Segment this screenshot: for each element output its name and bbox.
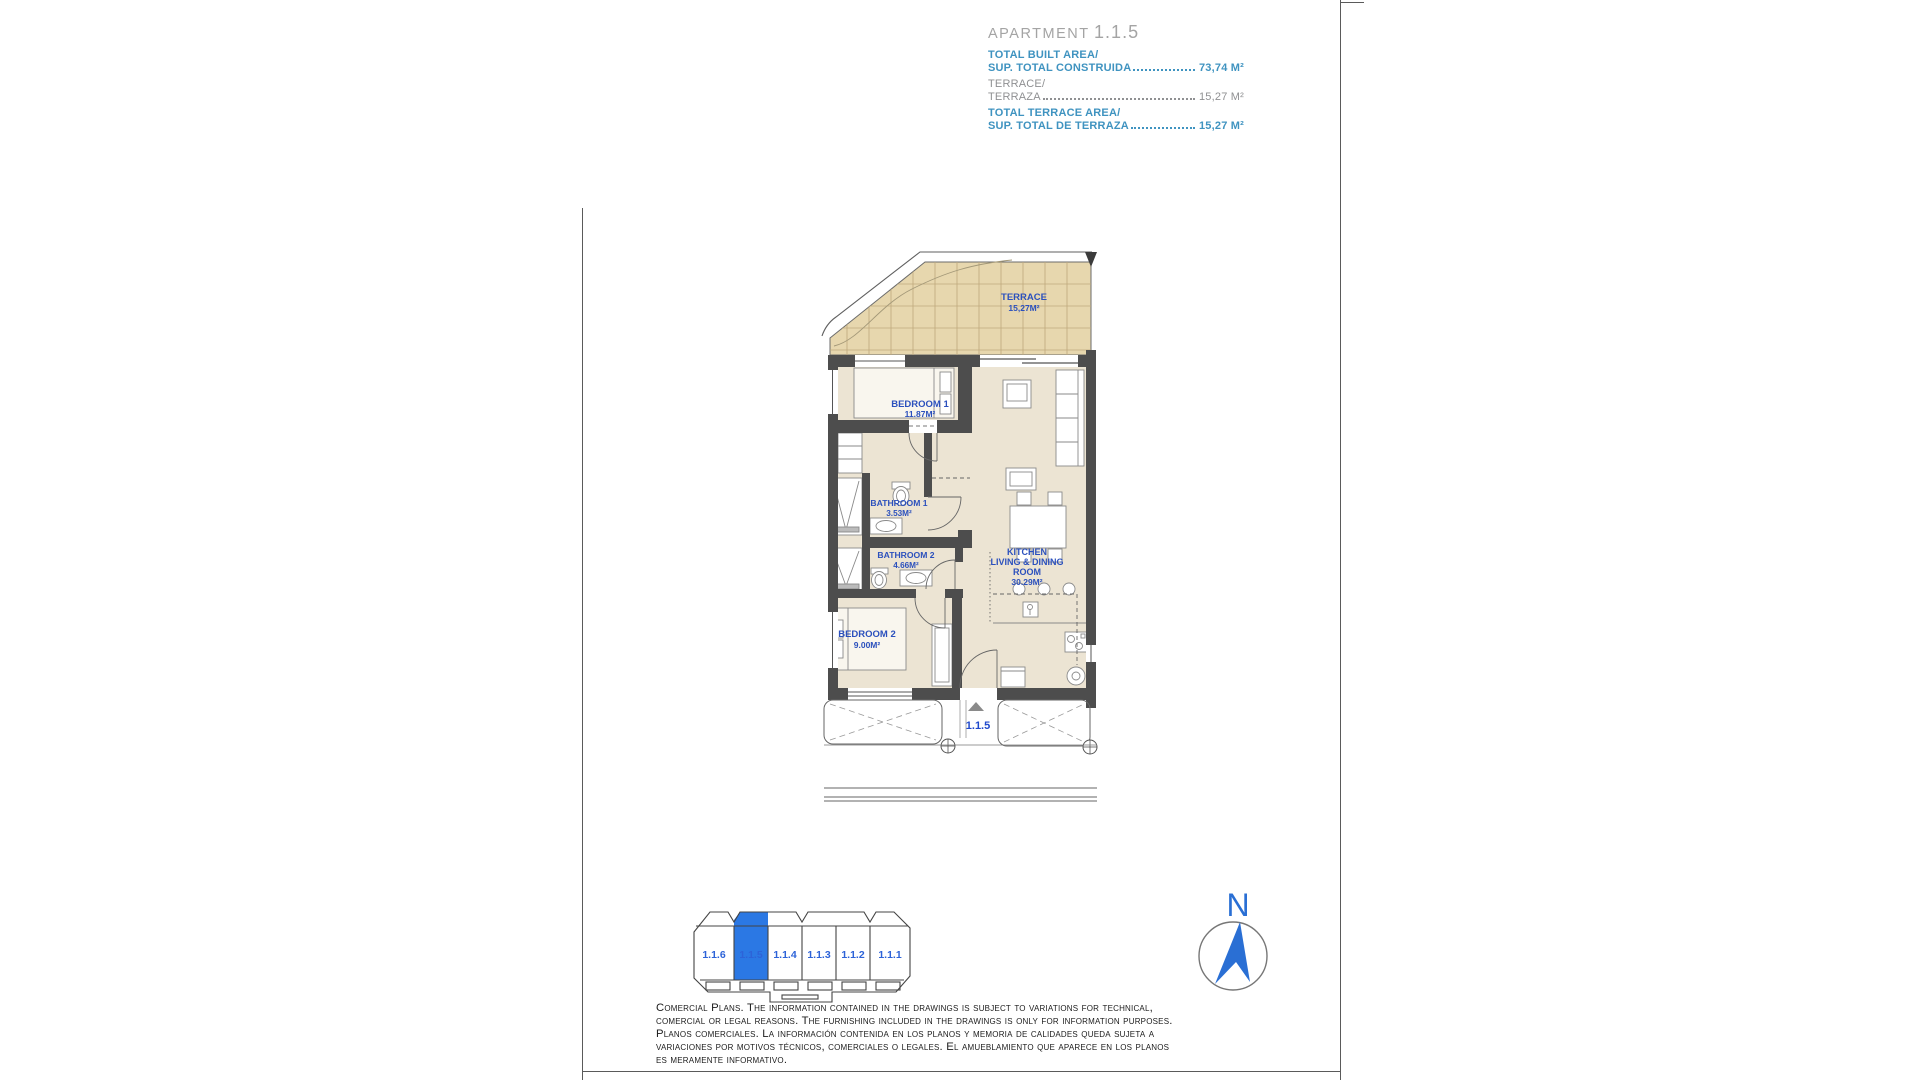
page-title bbox=[988, 22, 1244, 43]
floor-plan bbox=[820, 200, 1120, 820]
north-compass bbox=[1186, 880, 1296, 995]
bedroom2-label: BEDROOM 2 bbox=[838, 629, 896, 640]
apartment-title-number: 1.1.5 bbox=[1094, 22, 1140, 42]
bar-stool bbox=[1063, 583, 1075, 595]
coffee-table bbox=[1006, 468, 1036, 490]
row-label-es: TERRAZA bbox=[988, 91, 1041, 103]
sheet-top-right-tick bbox=[1340, 2, 1364, 3]
row-value: 15,27 M² bbox=[1198, 120, 1244, 132]
disclaimer-line: Planos comerciales. La información contenida en los planos y memoria de calidades queda sujeta a bbox=[656, 1028, 1155, 1041]
floor-plan-drawing bbox=[820, 200, 1120, 820]
terrace-area: 15,27M² bbox=[1008, 303, 1040, 313]
sheet-left-border bbox=[582, 208, 583, 1080]
unit-label-116: 1.1.6 bbox=[702, 949, 726, 961]
dot-leader bbox=[1131, 127, 1195, 129]
area-summary bbox=[988, 22, 1244, 136]
kitchen-label-line3: ROOM bbox=[1013, 567, 1041, 577]
key-plan-drawing bbox=[686, 902, 918, 1004]
bathroom2-area: 4.66M² bbox=[893, 561, 919, 570]
unit-label-115-highlighted: 1.1.5 bbox=[739, 949, 763, 961]
unit-label-111: 1.1.1 bbox=[878, 949, 902, 961]
entrance-opening bbox=[960, 688, 997, 700]
dining-table bbox=[1010, 506, 1066, 548]
dining-chair bbox=[1048, 492, 1062, 505]
terrace-row bbox=[988, 78, 1244, 103]
terrace-label: TERRACE bbox=[1001, 292, 1047, 303]
apartment-title-word: APARTMENT bbox=[988, 26, 1090, 42]
highlighted-unit-shape bbox=[734, 912, 768, 980]
exterior-elements bbox=[824, 700, 1097, 801]
disclaimer-line: es meramente informativo. bbox=[656, 1054, 788, 1067]
key-plan bbox=[686, 902, 918, 1004]
kitchen-label-line2: LIVING & DINING bbox=[990, 557, 1064, 567]
dot-leader bbox=[1043, 98, 1195, 100]
row-value: 73,74 M² bbox=[1198, 62, 1244, 74]
total-built-area-row bbox=[988, 49, 1244, 74]
dot-leader bbox=[1133, 69, 1195, 71]
sheet-right-border bbox=[1340, 0, 1341, 1080]
row-label-es: SUP. TOTAL DE TERRAZA bbox=[988, 120, 1129, 132]
compass-drawing bbox=[1186, 880, 1296, 995]
oven bbox=[1001, 667, 1025, 687]
disclaimer-line: variaciones por motivos técnicos, comerciales o legales. El amueblamiento que aparece en los planos bbox=[656, 1041, 1170, 1054]
unit-label-113: 1.1.3 bbox=[807, 949, 831, 961]
dining-chair bbox=[1017, 492, 1031, 505]
total-terrace-area-row bbox=[988, 107, 1244, 132]
row-label-en: TOTAL BUILT AREA/ bbox=[988, 49, 1099, 61]
north-letter: N bbox=[1226, 887, 1250, 923]
disclaimer-line: Comercial Plans. The information contained in the drawings is subject to variations for technical, bbox=[656, 1002, 1153, 1014]
north-arrow-icon bbox=[1215, 922, 1250, 984]
row-value: 15,27 M² bbox=[1198, 91, 1244, 103]
entrance-unit-label: 1.1.5 bbox=[965, 720, 991, 732]
row-label-en: TERRACE/ bbox=[988, 78, 1046, 90]
entrance-arrow-icon bbox=[968, 702, 984, 711]
unit-label-112: 1.1.2 bbox=[841, 949, 865, 961]
closet-shelves bbox=[838, 433, 862, 473]
disclaimer-line: comercial or legal reasons. The furnishing included in the drawings is only for information purposes. bbox=[656, 1015, 1173, 1028]
bathroom2-label: BATHROOM 2 bbox=[877, 550, 935, 560]
kitchen-area: 30.29M² bbox=[1011, 577, 1043, 587]
sheet-bottom-border bbox=[582, 1071, 1341, 1072]
bathroom1-area: 3.53M² bbox=[886, 509, 912, 518]
bathroom1-label: BATHROOM 1 bbox=[870, 498, 928, 508]
legal-disclaimer bbox=[656, 1002, 1310, 1067]
kitchen-label-line1: KITCHEN bbox=[1007, 547, 1047, 557]
pillow bbox=[940, 372, 951, 392]
bedroom1-area: 11.87M² bbox=[904, 409, 936, 419]
row-label-es: SUP. TOTAL CONSTRUIDA bbox=[988, 62, 1132, 74]
bedroom2-area: 9.00M² bbox=[853, 640, 881, 650]
bedroom1-label: BEDROOM 1 bbox=[891, 399, 949, 410]
unit-label-114: 1.1.4 bbox=[773, 949, 797, 961]
terrace-area bbox=[822, 252, 1097, 355]
row-label-en: TOTAL TERRACE AREA/ bbox=[988, 107, 1121, 119]
